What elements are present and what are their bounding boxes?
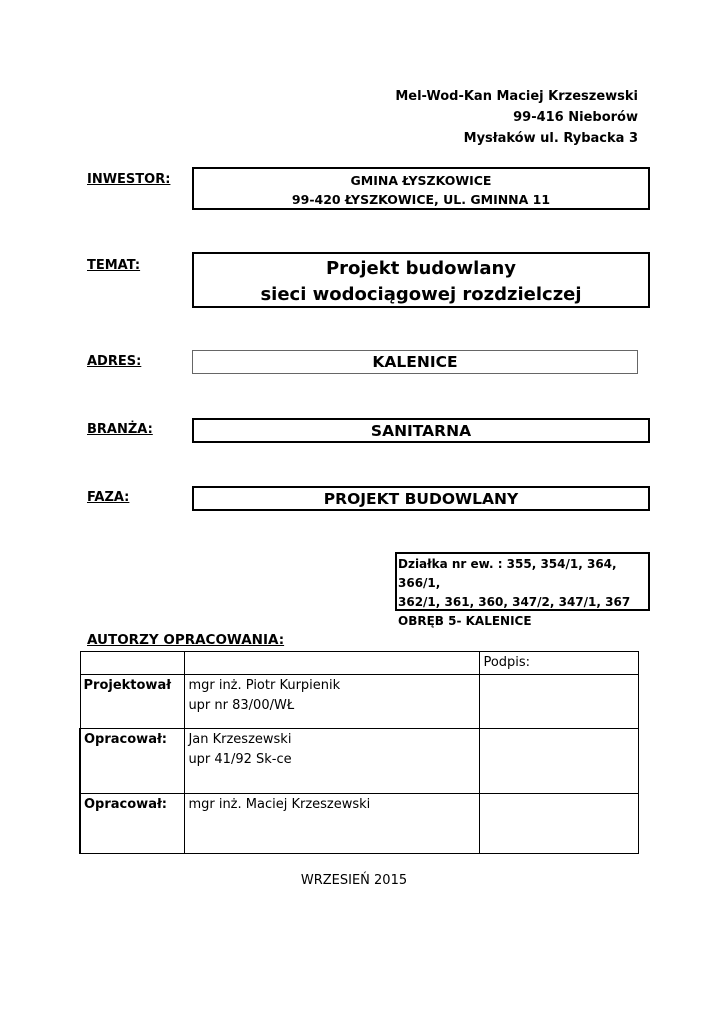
phase-box: [192, 486, 650, 511]
author-name: Jan Krzeszewski: [188, 732, 292, 747]
investor-name: GMINA ŁYSZKOWICE: [350, 173, 492, 188]
address-value: KALENICE: [372, 353, 458, 371]
signature-cell: [480, 794, 639, 854]
author-details: [185, 729, 480, 794]
address-label: ADRES:: [87, 354, 142, 369]
author-details: [185, 794, 480, 854]
author-role: Opracował:: [80, 794, 185, 854]
document-date: WRZESIEŃ 2015: [300, 873, 408, 888]
branch-box: [192, 418, 650, 443]
author-license: upr 41/92 Sk-ce: [188, 752, 292, 767]
address-box: [192, 350, 638, 374]
parcels-line-3: OBRĘB 5- KALENICE: [398, 614, 532, 628]
company-header: [395, 86, 638, 149]
investor-address: 99-420 ŁYSZKOWICE, UL. GMINNA 11: [291, 192, 551, 207]
phase-label: FAZA:: [87, 490, 130, 505]
author-role: Projektował: [80, 675, 185, 729]
branch-value: SANITARNA: [370, 422, 472, 440]
topic-line-1: Projekt budowlany: [325, 258, 517, 279]
signature-header: Podpis:: [480, 652, 639, 675]
author-license: upr nr 83/00/WŁ: [188, 698, 295, 713]
investor-label: INWESTOR:: [87, 172, 171, 187]
parcels-line-1: Działka nr ew. : 355, 354/1, 364, 366/1,: [398, 557, 617, 590]
table-row: [80, 729, 639, 794]
branch-label: BRANŻA:: [87, 422, 153, 437]
company-street: Mysłaków ul. Rybacka 3: [463, 131, 638, 146]
phase-value: PROJEKT BUDOWLANY: [323, 490, 519, 508]
topic-label: TEMAT:: [87, 258, 141, 273]
table-row: [80, 675, 639, 729]
authors-header-row: [80, 652, 639, 675]
company-postal: 99-416 Nieborów: [513, 110, 638, 125]
table-row: [80, 794, 639, 854]
topic-box: [192, 252, 650, 308]
author-name: mgr inż. Piotr Kurpienik: [188, 678, 341, 693]
parcels-line-2: 362/1, 361, 360, 347/2, 347/1, 367: [398, 595, 631, 609]
authors-table: [79, 651, 639, 854]
signature-cell: [480, 729, 639, 794]
header-cell-role: [80, 652, 185, 675]
author-name: mgr inż. Maciej Krzeszewski: [188, 797, 371, 812]
author-role: Opracował:: [80, 729, 185, 794]
topic-line-2: sieci wodociągowej rozdzielczej: [260, 284, 582, 305]
parcels-box: [395, 552, 650, 628]
company-name: Mel-Wod-Kan Maciej Krzeszewski: [395, 89, 638, 104]
header-cell-name: [185, 652, 480, 675]
author-details: [185, 675, 480, 729]
authors-title: AUTORZY OPRACOWANIA:: [87, 632, 285, 648]
investor-box: [192, 167, 650, 210]
signature-cell: [480, 675, 639, 729]
